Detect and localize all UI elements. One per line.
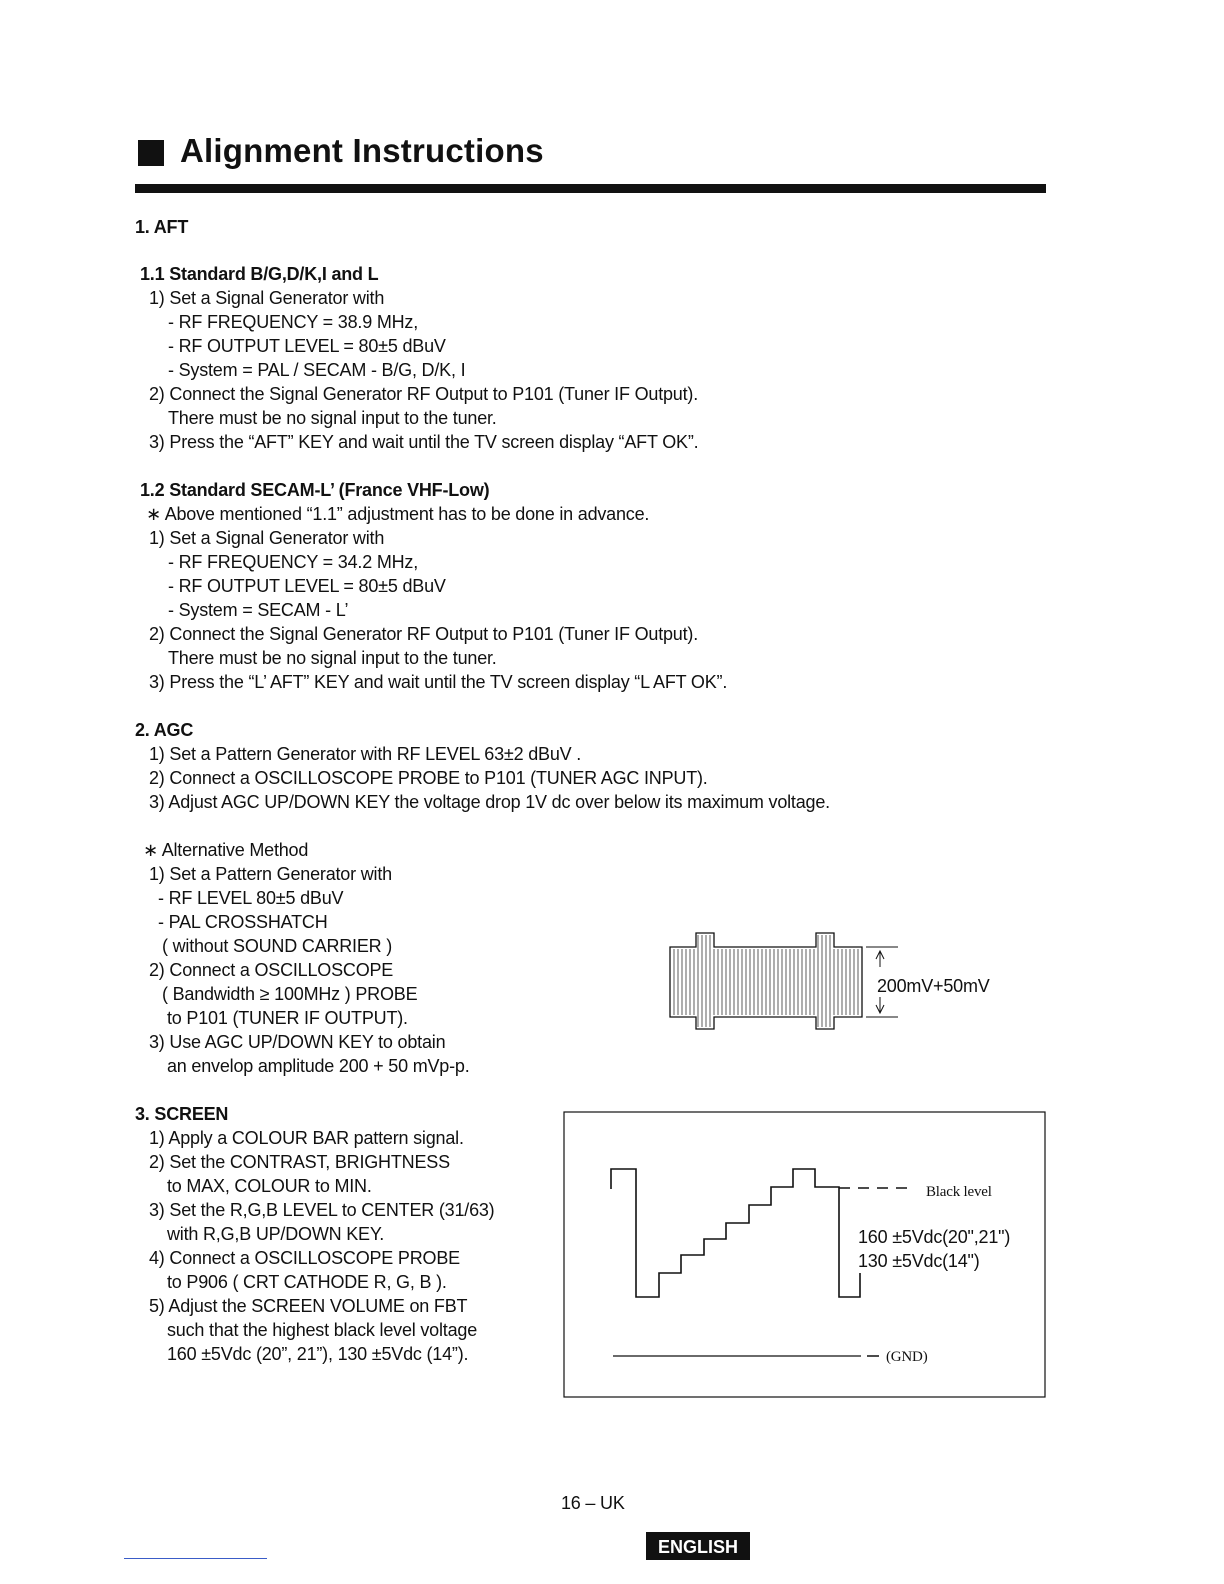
language-badge: ENGLISH <box>646 1532 750 1560</box>
text-line: ( without SOUND CARRIER ) <box>162 936 393 956</box>
page-title: Alignment Instructions <box>180 132 544 169</box>
envelope-hatch <box>674 935 858 1027</box>
text-line: 4) Connect a OSCILLOSCOPE PROBE <box>149 1248 460 1268</box>
subsection-heading-1-2: 1.2 Standard SECAM-L’ (France VHF-Low) <box>140 480 490 500</box>
text-line: There must be no signal input to the tuner. <box>168 648 497 668</box>
text-line: - RF FREQUENCY = 38.9 MHz, <box>168 312 419 332</box>
text-line: such that the highest black level voltage <box>167 1320 477 1340</box>
text-line: 2) Connect the Signal Generator RF Output to P101 (Tuner IF Output). <box>149 624 699 644</box>
text-line: 1) Set a Signal Generator with <box>149 528 385 548</box>
page-number: 16 – UK <box>561 1493 625 1513</box>
text-line: 5) Adjust the SCREEN VOLUME on FBT <box>149 1296 468 1316</box>
text-line: 3) Use AGC UP/DOWN KEY to obtain <box>149 1032 446 1052</box>
text-line: 160 ±5Vdc (20”, 21”), 130 ±5Vdc (14”). <box>167 1344 469 1364</box>
text-line: 2) Set the CONTRAST, BRIGHTNESS <box>149 1152 450 1172</box>
text-line: 3) Adjust AGC UP/DOWN KEY the voltage drop 1V dc over below its maximum voltage. <box>149 792 830 812</box>
staircase-waveform <box>611 1169 860 1297</box>
text-line: to MAX, COLOUR to MIN. <box>167 1176 372 1196</box>
text-line: 3) Press the “L’ AFT” KEY and wait until the TV screen display “L AFT OK”. <box>149 672 728 692</box>
text-line: 3) Set the R,G,B LEVEL to CENTER (31/63) <box>149 1200 495 1220</box>
text-line: 3) Press the “AFT” KEY and wait until the TV screen display “AFT OK”. <box>149 432 699 452</box>
voltage-label-20-21: 160 ±5Vdc(20",21") <box>858 1227 1011 1247</box>
text-line: ( Bandwidth ≥ 100MHz ) PROBE <box>162 984 418 1004</box>
black-level-label: Black level <box>926 1184 992 1200</box>
title-rule <box>135 184 1046 193</box>
subsection-heading-1-1: 1.1 Standard B/G,D/K,I and L <box>140 264 379 284</box>
text-line: to P906 ( CRT CATHODE R, G, B ). <box>167 1272 447 1292</box>
text-line: - RF OUTPUT LEVEL = 80±5 dBuV <box>168 576 446 596</box>
text-line: 1) Set a Signal Generator with <box>149 288 385 308</box>
text-line: with R,G,B UP/DOWN KEY. <box>167 1224 385 1244</box>
amplitude-label: 200mV+50mV <box>877 976 990 996</box>
text-line: 1) Apply a COLOUR BAR pattern signal. <box>149 1128 464 1148</box>
text-line: - RF LEVEL 80±5 dBuV <box>158 888 344 908</box>
gnd-label: (GND) <box>886 1349 928 1365</box>
text-line: 1) Set a Pattern Generator with RF LEVEL 63±2 dBuV . <box>149 744 582 764</box>
section-heading-aft: 1. AFT <box>135 217 189 237</box>
title-bullet-icon <box>138 140 164 166</box>
text-line: There must be no signal input to the tuner. <box>168 408 497 428</box>
text-line: 2) Connect the Signal Generator RF Output to P101 (Tuner IF Output). <box>149 384 699 404</box>
text-line: - System = PAL / SECAM - B/G, D/K, I <box>168 360 466 380</box>
text-line: - RF FREQUENCY = 34.2 MHz, <box>168 552 419 572</box>
text-line: 1) Set a Pattern Generator with <box>149 864 392 884</box>
text-line: 2) Connect a OSCILLOSCOPE PROBE to P101 (TUNER AGC INPUT). <box>149 768 708 788</box>
text-line: 2) Connect a OSCILLOSCOPE <box>149 960 394 980</box>
text-line: - RF OUTPUT LEVEL = 80±5 dBuV <box>168 336 446 356</box>
voltage-label-14: 130 ±5Vdc(14") <box>858 1251 980 1271</box>
section-heading-screen: 3. SCREEN <box>135 1104 229 1124</box>
text-line: ∗ Above mentioned “1.1” adjustment has to be done in advance. <box>146 504 650 524</box>
footer-line <box>124 1558 267 1559</box>
text-line: - PAL CROSSHATCH <box>158 912 328 932</box>
text-line: - System = SECAM - L’ <box>168 600 349 620</box>
alternative-method-heading: ∗ Alternative Method <box>143 840 309 860</box>
text-line: to P101 (TUNER IF OUTPUT). <box>167 1008 408 1028</box>
section-heading-agc: 2. AGC <box>135 720 194 740</box>
text-line: an envelop amplitude 200 + 50 mVp-p. <box>167 1056 470 1076</box>
